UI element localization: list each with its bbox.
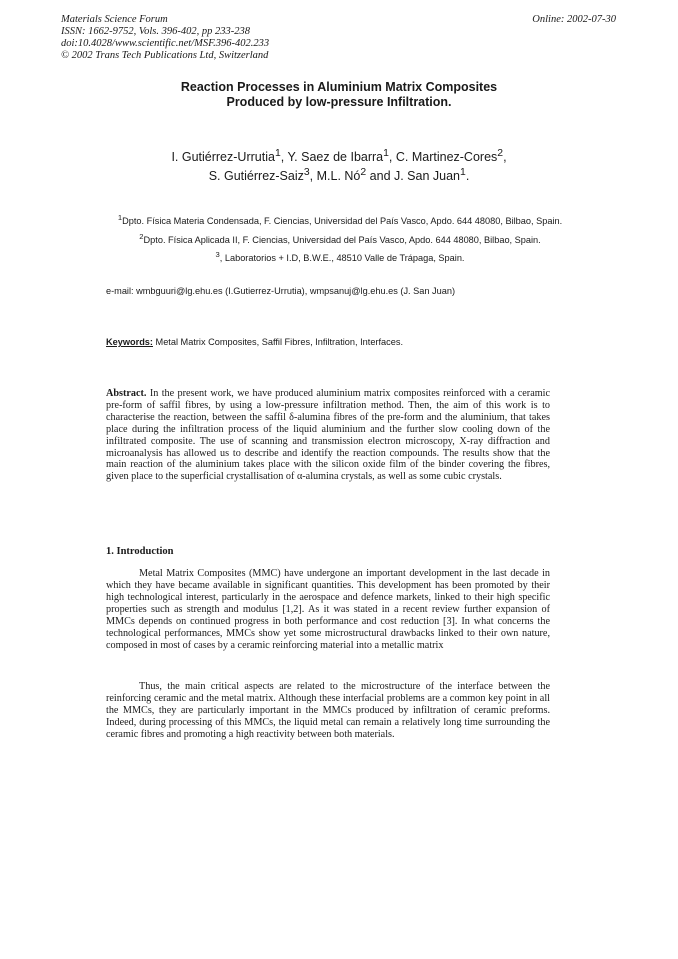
author-name: I. Gutiérrez-Urrutia bbox=[171, 150, 275, 165]
section-heading-introduction: 1. Introduction bbox=[106, 546, 174, 557]
doi-line: doi:10.4028/www.scientific.net/MSF.396-402.233 bbox=[61, 38, 270, 49]
author-name: , Y. Saez de Ibarra bbox=[280, 150, 384, 165]
author-name: S. Gutiérrez-Saiz bbox=[208, 169, 304, 184]
author-affil-mark: 3 bbox=[303, 167, 310, 179]
journal-name: Materials Science Forum bbox=[61, 14, 168, 25]
affiliation-3 bbox=[100, 249, 580, 265]
online-date: Online: 2002-07-30 bbox=[532, 14, 616, 25]
affiliation-mark: 3 bbox=[215, 250, 220, 260]
contact-email: e-mail: wmbguuri@lg.ehu.es (I.Gutierrez-Urrutia), wmpsanuj@lg.ehu.es (J. San Juan) bbox=[106, 286, 456, 296]
author-list bbox=[0, 146, 678, 184]
issn-line: ISSN: 1662-9752, Vols. 396-402, pp 233-238 bbox=[61, 26, 250, 37]
body-paragraph-1: Metal Matrix Composites (MMC) have undergone an important development in the last decade in which they have became available in significant quantities. This development has been promoted by their high technological interest, particularly in the aerospace and defence markets, linked to their high specific properties such as strength and modulus [1,2]. As it was stated in a recent review further expansion of MMCs depends on continued progress in both performance and cost reduction [3]. In what concerns the technological performances, MMCs show yet some microstructural drawbacks linked to their own nature, composed in most of cases by a ceramic reinforcing material into a metallic matrix bbox=[106, 568, 550, 651]
keywords-label: Keywords: bbox=[106, 337, 153, 347]
keywords bbox=[106, 337, 403, 347]
title-line-1: Reaction Processes in Aluminium Matrix Composites bbox=[180, 80, 498, 94]
author-affil-mark: 2 bbox=[360, 167, 367, 179]
affiliation-text: , Laboratorios + I.D, B.W.E., 48510 Valle de Trápaga, Spain. bbox=[219, 253, 465, 264]
affiliation-mark: 2 bbox=[139, 231, 144, 241]
affiliation-text: Dpto. Física Materia Condensada, F. Ciencias, Universidad del País Vasco, Apdo. 644 48080, Bilbao, Spain. bbox=[122, 216, 563, 227]
paper-title bbox=[0, 80, 678, 110]
affiliation-2 bbox=[100, 231, 580, 247]
affiliation-1 bbox=[100, 212, 580, 228]
author-name: and J. San Juan bbox=[366, 169, 461, 184]
title-line-2: Produced by low-pressure Infiltration. bbox=[226, 95, 452, 109]
copyright-line: © 2002 Trans Tech Publications Ltd, Switzerland bbox=[61, 50, 269, 61]
abstract-text: In the present work, we have produced aluminium matrix composites reinforced with a ceramic pre-form of saffil fibres, by using a low-pressure infiltration method. Then, the aim of this work is to characterise the reaction, between the saffil δ-alumina fibres of the pre-form and the aluminium, that takes place during the infiltration process of the liquid aluminium and the further slow cooling down of the infiltrated composite. The use of scanning and transmission electron microscopy, X-ray diffraction and microanalysis has allowed us to describe and identify the reaction compounds. The results show that the main reaction of the aluminium takes place with the silicon oxide film of the binder covering the fibres, given place to the superficial crystallisation of α-alumina crystals, as well as some cubic crystals. bbox=[106, 388, 550, 483]
author-line-1 bbox=[0, 146, 678, 165]
abstract-label: Abstract. bbox=[106, 388, 147, 399]
author-separator: , bbox=[503, 150, 507, 165]
keywords-text: Metal Matrix Composites, Saffil Fibres, Infiltration, Interfaces. bbox=[152, 337, 404, 347]
abstract bbox=[106, 388, 550, 483]
author-separator: . bbox=[465, 169, 470, 184]
author-affil-mark: 1 bbox=[274, 148, 281, 159]
author-affil-mark: 1 bbox=[460, 167, 466, 179]
journal-header bbox=[61, 14, 269, 62]
author-affil-mark: 2 bbox=[497, 148, 504, 159]
author-name: , C. Martinez-Cores bbox=[388, 150, 498, 165]
affiliations bbox=[100, 212, 580, 268]
affiliation-text: Dpto. Física Aplicada II, F. Ciencias, Universidad del País Vasco, Apdo. 644 48080, Bilbao, Spain. bbox=[143, 234, 541, 245]
author-line-2 bbox=[0, 165, 678, 184]
author-affil-mark: 1 bbox=[383, 148, 389, 159]
affiliation-mark: 1 bbox=[117, 213, 123, 222]
author-name: , M.L. Nó bbox=[309, 169, 361, 184]
body-paragraph-2: Thus, the main critical aspects are related to the microstructure of the interface between the reinforcing ceramic and the metal matrix. Although these interfacial problems are a common key point in all the MMCs, they are particularly important in the MMCs produced by infiltration of ceramic preforms. Indeed, during processing of this MMCs, the liquid metal can remain a relatively long time surrounding the ceramic fibres and promoting a high reactivity between both materials. bbox=[106, 681, 550, 740]
